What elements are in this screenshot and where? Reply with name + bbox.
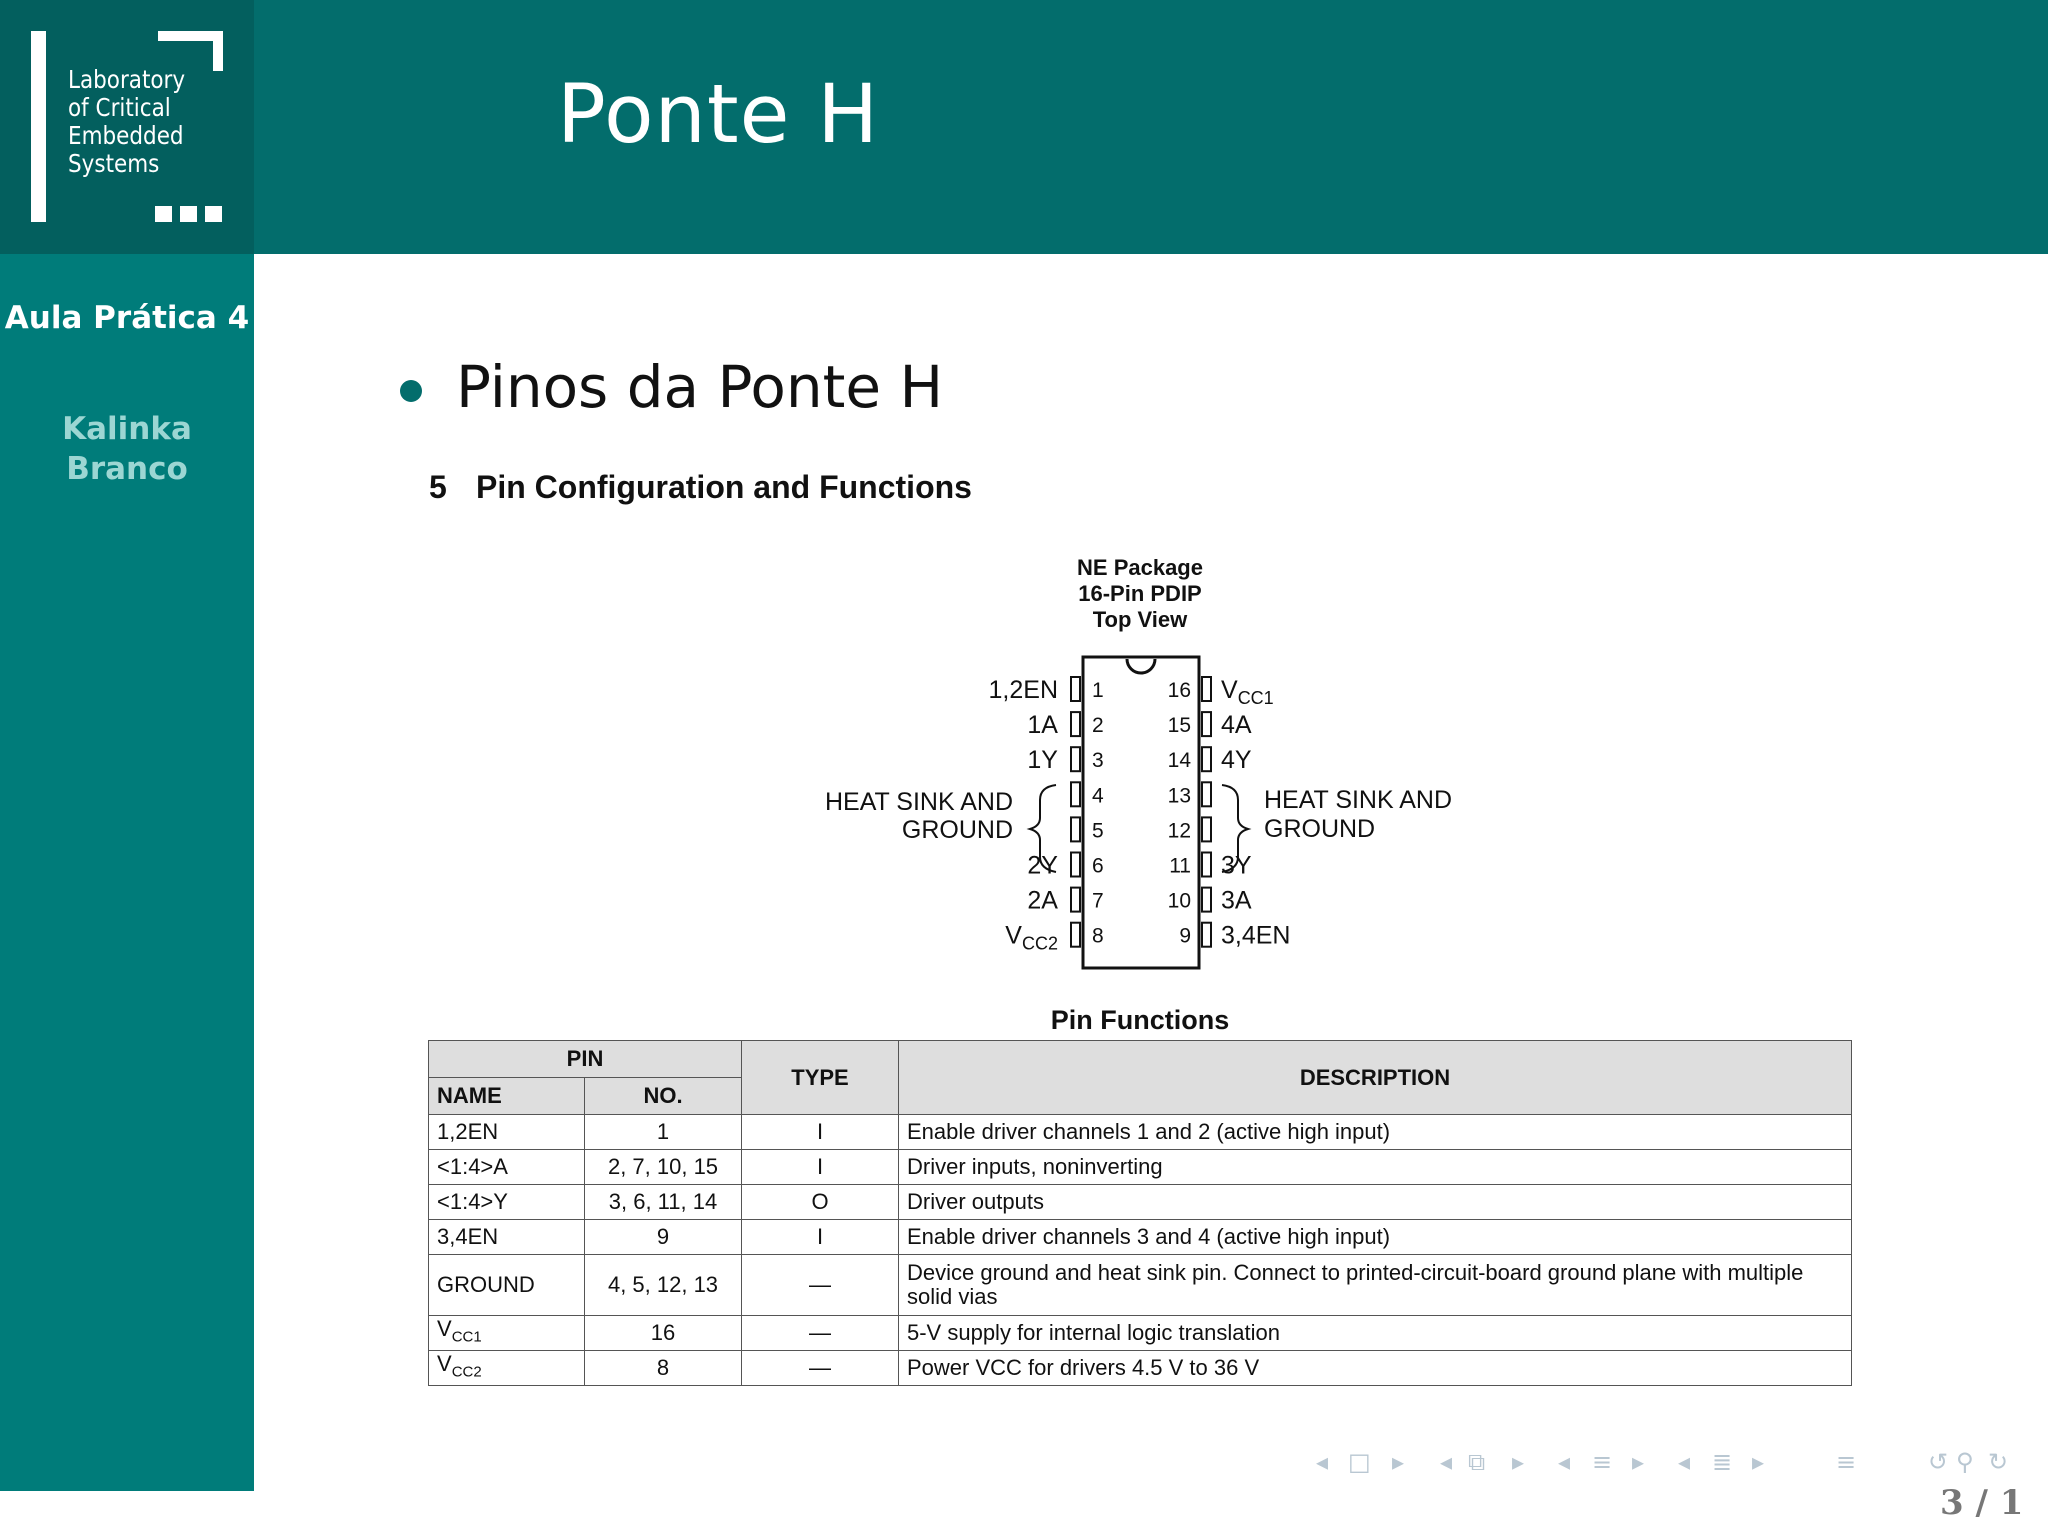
- pin-name-cell: [429, 1150, 585, 1185]
- pin-label-text: 2Y: [1027, 851, 1058, 880]
- pin-number: 14: [1167, 749, 1191, 773]
- pin-number: 1: [1092, 679, 1104, 702]
- pin-label-text: 4Y: [1221, 746, 1252, 775]
- pin-name: V: [437, 1315, 452, 1341]
- pin-lead: [1202, 888, 1211, 912]
- header-name: NAME: [429, 1078, 585, 1115]
- nav-prev-icon[interactable]: ◂: [1678, 1448, 1691, 1476]
- pin-name-cell: [429, 1255, 585, 1316]
- pin-number: 9: [1179, 924, 1191, 948]
- package-line: 16-Pin PDIP: [1078, 581, 1202, 606]
- pin-label: [1221, 922, 1290, 950]
- pin-label-text: 1,2EN: [988, 676, 1058, 704]
- search-icon[interactable]: ⚲: [1956, 1448, 1974, 1476]
- subsection-icon[interactable]: ⧉: [1468, 1448, 1486, 1476]
- page-number: 3 / 1: [1940, 1483, 2024, 1523]
- pin-number: 3: [1092, 749, 1104, 773]
- pin-name: 3,4EN: [437, 1224, 499, 1249]
- pin-number: 15: [1167, 714, 1191, 738]
- nav-next-icon[interactable]: ▸: [1632, 1448, 1645, 1476]
- nav-next-icon[interactable]: ▸: [1392, 1448, 1405, 1476]
- heat-sink-label: HEAT SINK AND: [824, 788, 1013, 816]
- pin-label: [1005, 922, 1058, 954]
- pin-lead: [1202, 712, 1211, 736]
- pin-number: 1: [585, 1115, 742, 1150]
- pin-label-text: 3A: [1221, 886, 1252, 915]
- pin-label: [1027, 711, 1058, 739]
- pin-number: 7: [1092, 889, 1104, 913]
- pin-number: 9: [585, 1220, 742, 1255]
- pin-type: I: [742, 1220, 899, 1255]
- pin-label: [1221, 676, 1274, 708]
- pin-name-subscript: CC2: [451, 1363, 482, 1381]
- pin-description: 5-V supply for internal logic translation: [899, 1316, 1852, 1351]
- pin-label-text: 4A: [1221, 711, 1252, 740]
- table-row: [429, 1316, 1852, 1351]
- outline-icon[interactable]: ≣: [1712, 1448, 1733, 1476]
- pin-name-cell: [429, 1316, 585, 1351]
- nav-prev-icon[interactable]: ◂: [1558, 1448, 1571, 1476]
- pin-name: V: [437, 1350, 452, 1376]
- pin-number: 2, 7, 10, 15: [585, 1150, 742, 1185]
- table-row: [429, 1220, 1852, 1255]
- heat-sink-label: GROUND: [1264, 815, 1376, 843]
- pin-name: <1:4>A: [437, 1154, 508, 1179]
- header-no: NO.: [585, 1078, 742, 1115]
- pin-label-text: 1Y: [1027, 746, 1058, 775]
- table-row: [429, 1115, 1852, 1150]
- heat-sink-label: GROUND: [901, 816, 1013, 844]
- page-title: Ponte H: [557, 68, 880, 162]
- pin-lead: [1202, 677, 1211, 701]
- pin-name-cell: [429, 1115, 585, 1150]
- sidebar-title: Aula Prática 4: [4, 300, 250, 336]
- pin-number: 10: [1167, 889, 1191, 913]
- nav-next-icon[interactable]: ▸: [1752, 1448, 1765, 1476]
- bullet-heading: Pinos da Ponte H: [456, 353, 944, 421]
- pin-label-text: 1A: [1027, 711, 1058, 740]
- pin-number: 16: [585, 1316, 742, 1351]
- section-title: Pin Configuration and Functions: [476, 469, 972, 505]
- pin-type: O: [742, 1185, 899, 1220]
- nav-next-icon[interactable]: ▸: [1512, 1448, 1525, 1476]
- pin-functions-table: [428, 1040, 1852, 1386]
- pin-lead: [1071, 888, 1080, 912]
- logo-line: Systems: [68, 149, 160, 178]
- pin-name-subscript: CC1: [451, 1328, 482, 1346]
- table-row: [429, 1351, 1852, 1386]
- logo-line: of Critical: [68, 93, 171, 122]
- header-description: DESCRIPTION: [899, 1041, 1852, 1115]
- pin-lead: [1071, 677, 1080, 701]
- pin-lead: [1071, 853, 1080, 877]
- pin-number: 4: [1092, 784, 1104, 808]
- pin-lead: [1071, 817, 1080, 841]
- pin-description: Enable driver channels 1 and 2 (active high input): [899, 1115, 1852, 1150]
- heat-sink-label: HEAT SINK AND: [1264, 786, 1453, 814]
- pin-number: 6: [1092, 854, 1104, 878]
- pin-label-text: V: [1005, 921, 1022, 950]
- beamer-navigation: [1316, 1448, 2036, 1478]
- pin-label: [1221, 711, 1252, 739]
- pin-number: 2: [1092, 714, 1104, 738]
- pin-number: 3, 6, 11, 14: [585, 1185, 742, 1220]
- pin-number: 11: [1169, 854, 1191, 878]
- pin-functions-caption: Pin Functions: [1050, 1005, 1230, 1035]
- logo-line: Laboratory: [68, 65, 186, 94]
- pin-type: I: [742, 1150, 899, 1185]
- pin-label: [1027, 746, 1058, 774]
- pin-label: [989, 676, 1058, 704]
- undo-icon[interactable]: ↺: [1928, 1448, 1949, 1476]
- pin-number: 12: [1167, 819, 1191, 843]
- pin-label-subscript: CC1: [1237, 688, 1274, 708]
- pin-type: —: [742, 1255, 899, 1316]
- header-pin: PIN: [429, 1041, 742, 1078]
- pin-label-text: 3,4EN: [1221, 921, 1291, 950]
- nav-prev-icon[interactable]: ◂: [1440, 1448, 1453, 1476]
- frame-icon[interactable]: □: [1348, 1448, 1371, 1476]
- pin-lead: [1071, 923, 1080, 947]
- header-type: TYPE: [742, 1041, 899, 1115]
- pin-number: 4, 5, 12, 13: [585, 1255, 742, 1316]
- pin-lead: [1202, 817, 1211, 841]
- pin-lead: [1202, 782, 1211, 806]
- pin-number: 8: [1092, 924, 1104, 948]
- pin-label: [1221, 887, 1252, 915]
- table-body: [429, 1115, 1852, 1386]
- pin-description: Power VCC for drivers 4.5 V to 36 V: [899, 1351, 1852, 1386]
- pin-description: Driver inputs, noninverting: [899, 1150, 1852, 1185]
- nav-prev-icon[interactable]: ◂: [1316, 1448, 1329, 1476]
- table-row: [429, 1255, 1852, 1316]
- package-line: Top View: [1092, 607, 1188, 632]
- pin-type: —: [742, 1351, 899, 1386]
- pin-description: Enable driver channels 3 and 4 (active high input): [899, 1220, 1852, 1255]
- pin-name-cell: [429, 1185, 585, 1220]
- pin-type: —: [742, 1316, 899, 1351]
- pin-description: Device ground and heat sink pin. Connect to printed-circuit-board ground plane with multiple solid vias: [899, 1255, 1852, 1316]
- pin-name-cell: [429, 1220, 585, 1255]
- pin-label: [1027, 887, 1058, 915]
- pin-name: <1:4>Y: [437, 1189, 508, 1214]
- pin-type: I: [742, 1115, 899, 1150]
- section-icon[interactable]: ≡: [1592, 1448, 1613, 1476]
- pin-lead: [1202, 747, 1211, 771]
- pin-label-text: V: [1221, 676, 1238, 704]
- pin-number: 16: [1167, 679, 1191, 702]
- pin-label: [1221, 746, 1252, 774]
- section-number: 5: [429, 469, 447, 505]
- toc-icon[interactable]: ≡: [1836, 1448, 1857, 1476]
- pin-lead: [1202, 923, 1211, 947]
- pin-number: 13: [1167, 784, 1191, 808]
- package-line: NE Package: [1077, 555, 1203, 580]
- pin-name: 1,2EN: [437, 1119, 499, 1144]
- ic-body: [1083, 657, 1199, 968]
- pin-lead: [1071, 782, 1080, 806]
- pin-label-text: 2A: [1027, 886, 1058, 915]
- pin-label-subscript: CC2: [1021, 933, 1058, 954]
- sidebar-author: Kalinka Branco: [62, 411, 192, 487]
- pin-name-cell: [429, 1351, 585, 1386]
- table-row: [429, 1150, 1852, 1185]
- table-row: [429, 1185, 1852, 1220]
- pin-name: GROUND: [437, 1272, 535, 1297]
- pin-lead: [1071, 747, 1080, 771]
- pin-lead: [1202, 853, 1211, 877]
- pin-description: Driver outputs: [899, 1185, 1852, 1220]
- pin-label-text: 3Y: [1221, 851, 1252, 880]
- pin-number: 5: [1092, 819, 1104, 843]
- pin-number: 8: [585, 1351, 742, 1386]
- pin-lead: [1071, 712, 1080, 736]
- redo-icon[interactable]: ↻: [1988, 1448, 2009, 1476]
- logo-line: Embedded: [68, 121, 184, 150]
